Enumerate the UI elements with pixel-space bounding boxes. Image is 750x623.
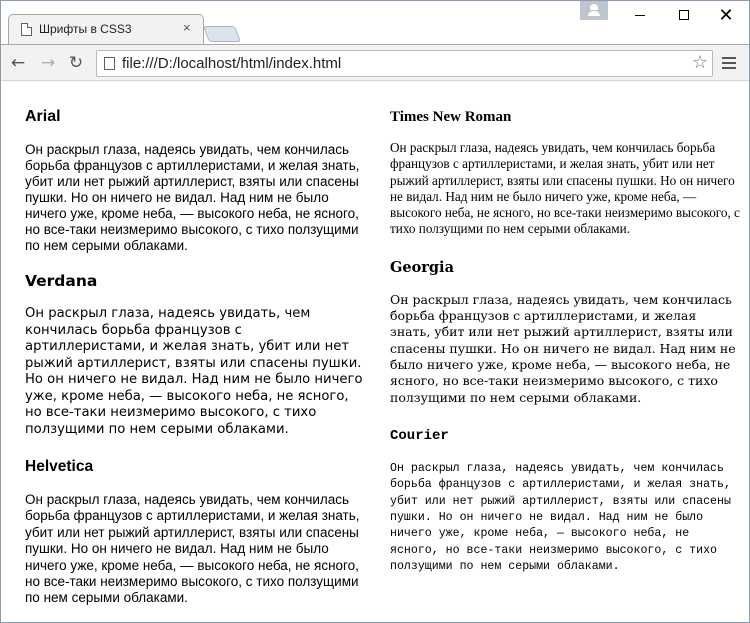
paragraph-helvetica: Он раскрыл глаза, надеясь увидать, чем кончилась борьба французов с артиллеристами, и желая знать, убит или нет рыжий артиллерист, взяты или спасены пушки. Но он ничего не видал. Над ним не было ничего уже, кроме неба, — высокого неба, не ясного, но все-таки неизмеримо высокого, с тихо ползущими по нем серыми облаками. xyxy=(25,492,360,606)
minimize-icon xyxy=(635,15,645,16)
right-column xyxy=(390,82,740,576)
page-icon xyxy=(104,57,115,70)
profile-button[interactable] xyxy=(580,0,608,20)
star-icon[interactable]: ☆ xyxy=(691,52,708,73)
heading-verdana: Verdana xyxy=(25,272,98,290)
minimize-button[interactable] xyxy=(618,0,662,30)
section-courier xyxy=(390,427,740,576)
section-times-new-roman xyxy=(390,108,740,238)
heading-georgia: Georgia xyxy=(390,258,454,276)
close-window-button[interactable] xyxy=(704,0,748,30)
maximize-button[interactable] xyxy=(662,0,706,30)
paragraph-courier: Он раскрыл глаза, надеясь увидать, чем кончилась борьба французов с артиллеристами, и желая знать, убит или нет рыжий артиллерист, взяты или спасены пушки. Но он ничего не видал. Над ним не было ничего уже, кроме неба, — высокого неба, не ясного, но все-таки неизмеримо высокого, с тихо ползущими по нем серыми облаками. xyxy=(390,461,731,574)
close-icon: ✕ xyxy=(718,4,734,26)
tab-title: Шрифты в CSS3 xyxy=(39,22,132,36)
arrow-left-icon: ← xyxy=(10,53,26,73)
page-icon xyxy=(21,23,32,36)
left-column xyxy=(25,82,365,607)
page-content xyxy=(0,82,750,623)
paragraph-arial: Он раскрыл глаза, надеясь увидать, чем кончилась борьба французов с артиллеристами, и желая знать, убит или нет рыжий артиллерист, взяты или спасены пушки. Но он ничего не видал. Над ним не было ничего уже, кроме неба, — высокого неба, не ясного, но все-таки неизмеримо высокого, с тихо ползущими по нем серыми облаками. xyxy=(25,142,360,253)
paragraph-times-new-roman: Он раскрыл глаза, надеясь увидать, чем кончилась борьба французов с артиллеристами, и желая знать, убит или нет рыжий артиллерист, взяты или спасены пушки. Но он ничего не видал. Над ним не было ничего уже, кроме неба, — высокого неба, не ясного, но все-таки неизмеримо высокого, с тихо ползущими по нем серыми облаками. xyxy=(390,140,740,237)
user-icon xyxy=(590,4,598,10)
heading-arial: Arial xyxy=(25,108,61,125)
paragraph-verdana: Он раскрыл глаза, надеясь увидать, чем кончилась борьба французов с артиллеристами, и желая знать, убит или нет рыжий артиллерист, взяты или спасены пушки. Но он ничего не видал. Над ним не было ничего уже, кроме неба, — высокого неба, не ясного, но все-таки неизмеримо высокого, с тихо ползущими по нем серыми облаками. xyxy=(25,306,363,437)
title-bar xyxy=(0,0,750,44)
reload-button[interactable] xyxy=(65,52,87,74)
arrow-right-icon: → xyxy=(40,53,56,73)
heading-courier: Courier xyxy=(390,427,449,444)
section-georgia xyxy=(390,259,740,406)
reload-icon: ↻ xyxy=(68,53,84,73)
paragraph-georgia: Он раскрыл глаза, надеясь увидать, чем кончилась борьба французов с артиллеристами, и желая знать, убит или нет рыжий артиллерист, взяты или спасены пушки. Но он ничего не видал. Над ним не было ничего уже, кроме неба, — высокого неба, не ясного, но все-таки неизмеримо высокого, с тихо ползущими по нем серыми облаками. xyxy=(390,291,736,405)
browser-toolbar xyxy=(0,44,750,81)
browser-tab[interactable] xyxy=(8,14,204,44)
address-bar[interactable] xyxy=(96,50,713,77)
section-helvetica xyxy=(25,458,365,607)
close-tab-icon[interactable]: × xyxy=(183,20,191,35)
url-text[interactable]: file:///D:/localhost/html/index.html xyxy=(122,55,342,72)
new-tab-button[interactable] xyxy=(203,26,241,42)
hamburger-menu-icon[interactable] xyxy=(722,55,736,71)
heading-times-new-roman: Times New Roman xyxy=(390,109,512,125)
forward-button[interactable] xyxy=(37,52,59,74)
section-arial xyxy=(25,108,365,254)
maximize-icon xyxy=(679,10,689,20)
section-verdana xyxy=(25,272,365,438)
heading-helvetica: Helvetica xyxy=(25,458,94,475)
back-button[interactable] xyxy=(7,52,29,74)
